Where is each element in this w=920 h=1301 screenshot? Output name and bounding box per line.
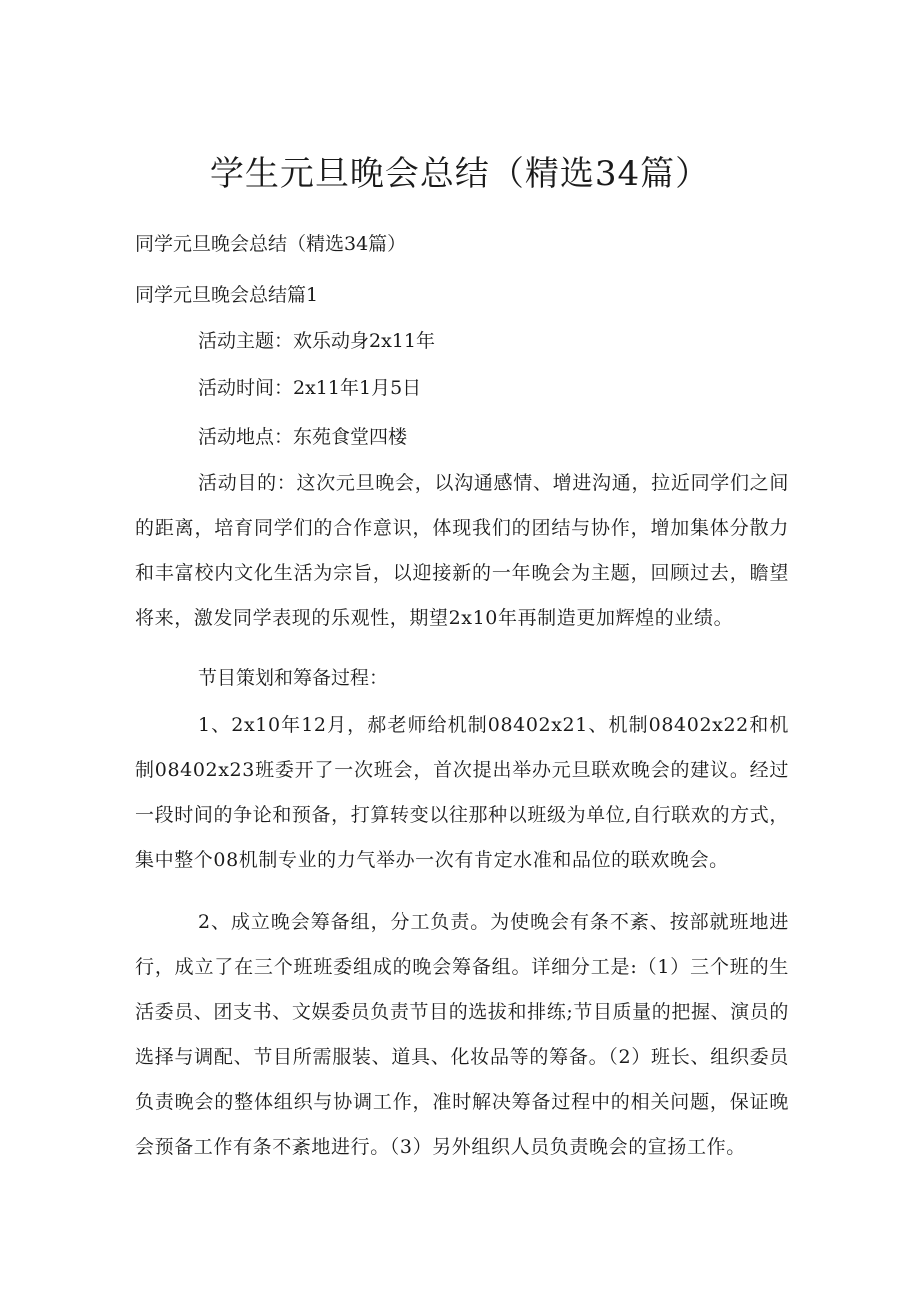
step-2-paragraph: 2、成立晚会筹备组，分工负责。为使晚会有条不紊、按部就班地进行，成立了在三个班班委组成的晚会筹备组。详细分工是:（1）三个班的生活委员、团支书、文娱委员负责节目的选拔和排练;节目质量的把握、演员的选择与调配、节目所需服装、道具、化妆品等的筹备。（2）班长、组织委员负责晚会的整体组织与协调工作，准时解决筹备过程中的相关问题，保证晚会预备工作有条不紊地进行。（3）另外组织人员负责晚会的宣扬工作。 bbox=[135, 911, 789, 1158]
planning-heading: 节目策划和筹备过程： bbox=[198, 667, 389, 689]
activity-theme: 活动主题：欢乐动身2x11年 bbox=[198, 330, 435, 352]
activity-location: 活动地点：东苑食堂四楼 bbox=[198, 426, 408, 448]
document-subtitle: 同学元旦晚会总结（精选34篇） bbox=[135, 233, 407, 255]
section-heading: 同学元旦晚会总结篇1 bbox=[135, 284, 319, 306]
step-1-paragraph: 1、2x10年12月，郝老师给机制08402x21、机制08402x22和机制08402x23班委开了一次班会，首次提出举办元旦联欢晚会的建议。经过一段时间的争论和预备，打算转变以往那种以班级为单位,自行联欢的方式，集中整个08机制专业的力气举办一次有肯定水准和品位的联欢晚会。 bbox=[135, 714, 789, 871]
activity-purpose-paragraph: 活动目的：这次元旦晚会，以沟通感情、增进沟通，拉近同学们之间的距离，培育同学们的合作意识，体现我们的团结与协作，增加集体分散力和丰富校内文化生活为宗旨，以迎接新的一年晚会为主题，回顾过去，瞻望将来，激发同学表现的乐观性，期望2x10年再制造更加辉煌的业绩。 bbox=[135, 472, 789, 629]
document-title: 学生元旦晚会总结（精选34篇） bbox=[209, 154, 711, 194]
activity-time: 活动时间：2x11年1月5日 bbox=[198, 377, 422, 399]
